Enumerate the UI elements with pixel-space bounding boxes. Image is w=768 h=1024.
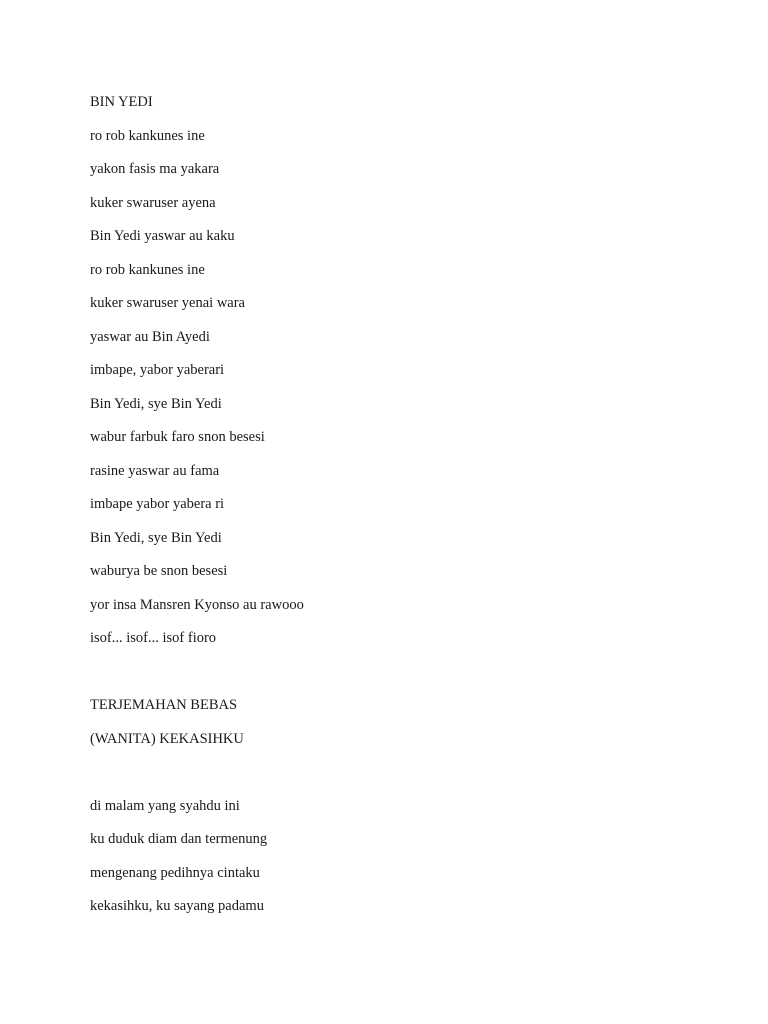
poem-title: BIN YEDI [90, 94, 153, 110]
poem-line: imbape, yabor yaberari [90, 362, 225, 378]
translation-line: mengenang pedihnya cintaku [90, 864, 260, 881]
translation-line: ku duduk diam dan termenung [90, 831, 268, 847]
poem-line: kuker swaruser yenai wara [90, 295, 245, 311]
poem-line: yaswar au Bin Ayedi [90, 328, 210, 345]
translation-line: kekasihku, ku sayang padamu [90, 898, 264, 914]
document-body [90, 92, 730, 930]
translation-heading: TERJEMAHAN BEBAS [90, 697, 238, 713]
poem-line: Bin Yedi yaswar au kaku [90, 228, 235, 244]
poem-line: wabur farbuk faro snon besesi [90, 429, 265, 445]
section-spacer [90, 662, 730, 696]
poem-line: yakon fasis ma yakara [90, 161, 220, 177]
poem-line: waburya be snon besesi [90, 563, 228, 579]
poem-line: ro rob kankunes ine [90, 127, 205, 144]
poem-line: rasine yaswar au fama [90, 462, 220, 479]
poem-line: isof... isof... isof fioro [90, 630, 217, 646]
poem-line: kuker swaruser ayena [90, 194, 216, 211]
section-spacer [90, 762, 730, 796]
translation-title: (WANITA) KEKASIHKU [90, 730, 244, 747]
translation-line: di malam yang syahdu ini [90, 797, 240, 814]
poem-line: imbape yabor yabera ri [90, 496, 225, 512]
poem-line: ro rob kankunes ine [90, 261, 205, 278]
poem-line: yor insa Mansren Kyonso au rawooo [90, 596, 304, 613]
poem-line: Bin Yedi, sye Bin Yedi [90, 395, 222, 412]
poem-line: Bin Yedi, sye Bin Yedi [90, 529, 222, 546]
